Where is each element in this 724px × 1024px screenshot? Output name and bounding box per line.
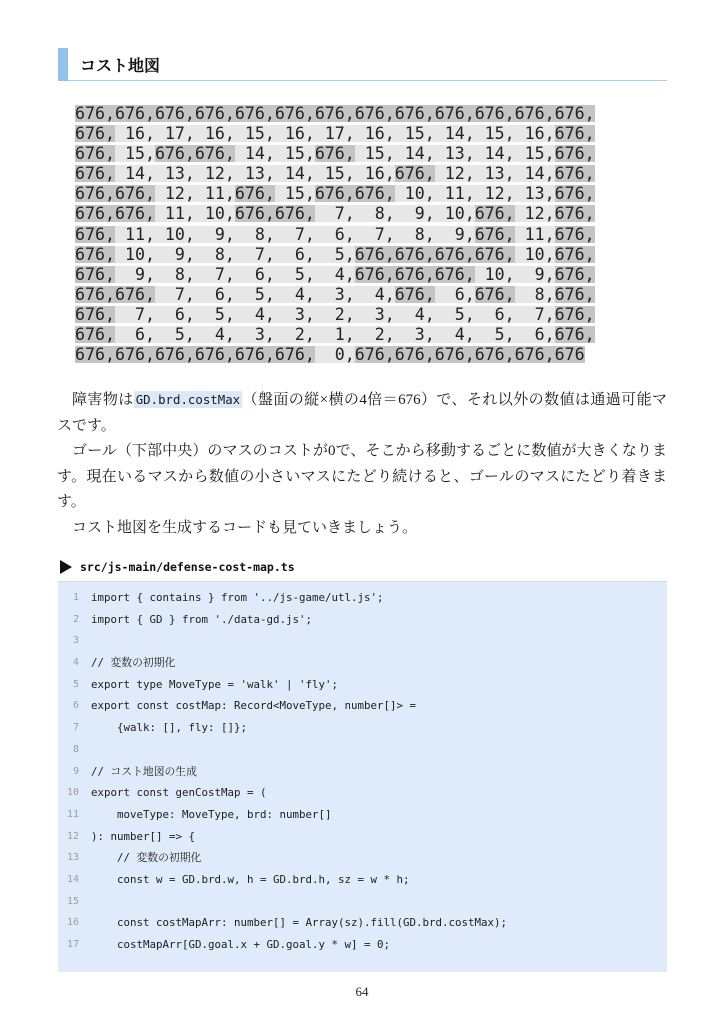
code-line	[58, 630, 667, 652]
code-text: // 変数の初期化	[91, 656, 176, 670]
obstacle-cell: 676,	[154, 345, 195, 365]
obstacle-cell: 676,	[474, 345, 515, 365]
obstacle-cell: 676,	[75, 264, 115, 284]
cost-cell: 13,	[474, 164, 515, 184]
obstacle-cell: 676,	[194, 345, 235, 365]
cost-cell: 5,	[154, 325, 195, 345]
obstacle-cell: 676,	[554, 164, 595, 184]
cost-cell: 0,	[314, 345, 355, 365]
grid-row	[75, 163, 595, 183]
line-number: 14	[66, 873, 79, 885]
paragraph-obstacles	[57, 387, 667, 439]
cost-cell: 10,	[434, 204, 475, 224]
line-number: 13	[66, 852, 79, 864]
cost-cell: 3,	[394, 325, 435, 345]
obstacle-cell: 676,	[554, 325, 595, 345]
cost-cell: 15,	[354, 143, 395, 163]
cost-cell: 14,	[514, 164, 555, 184]
cost-cell: 8,	[154, 264, 195, 284]
obstacle-cell: 676,	[554, 224, 595, 244]
obstacle-cell: 676,	[354, 264, 395, 284]
cost-cell: 11,	[114, 224, 155, 244]
code-text: // コスト地図の生成	[91, 764, 197, 778]
listing-filename: src/js-main/defense-cost-map.ts	[80, 560, 295, 574]
cost-cell: 7,	[234, 244, 275, 264]
paragraph-text: 障害物は	[72, 392, 134, 408]
line-number: 12	[66, 830, 79, 842]
obstacle-cell: 676,	[75, 184, 115, 204]
obstacle-cell: 676,	[75, 244, 115, 264]
obstacle-cell: 676,	[274, 204, 315, 224]
code-line	[58, 847, 667, 869]
grid-row	[75, 204, 595, 224]
heading-underline	[58, 80, 667, 81]
cost-cell: 14,	[394, 143, 435, 163]
paragraph-code-intro: コスト地図を生成するコードも見ていきましょう。	[72, 519, 418, 536]
obstacle-cell: 676,	[75, 143, 115, 163]
obstacle-cell: 676,	[554, 123, 595, 143]
cost-cell: 17,	[154, 123, 195, 143]
cost-cell: 14,	[434, 123, 475, 143]
code-text: export type MoveType = 'walk' | 'fly';	[91, 677, 339, 691]
line-number: 1	[72, 592, 79, 603]
body-text	[57, 387, 667, 542]
cost-cell: 10,	[514, 244, 555, 264]
code-line	[58, 609, 667, 631]
obstacle-cell: 676,	[554, 103, 595, 123]
obstacle-cell: 676,	[114, 103, 155, 123]
paragraph-text: （盤面の縦×横の4倍＝676）で、それ以外の数値は通過可能マスです。	[57, 392, 667, 434]
cost-cell: 9,	[194, 224, 235, 244]
grid-row	[75, 284, 595, 304]
code-line	[58, 934, 667, 956]
obstacle-cell: 676,	[75, 305, 115, 325]
cost-cell: 3,	[274, 305, 315, 325]
cost-cell: 5,	[474, 325, 515, 345]
cost-cell: 12,	[474, 184, 515, 204]
cost-cell: 16,	[194, 123, 235, 143]
grid-row	[75, 224, 595, 244]
code-line	[58, 739, 667, 761]
cost-cell: 11,	[194, 184, 235, 204]
cost-cell: 16,	[514, 123, 555, 143]
cost-cell: 4,	[274, 284, 315, 304]
obstacle-cell: 676,	[75, 224, 115, 244]
obstacle-cell: 676,	[434, 103, 475, 123]
grid-row	[75, 264, 595, 284]
cost-cell: 2,	[354, 325, 395, 345]
grid-row	[75, 244, 595, 264]
cost-cell: 5,	[194, 305, 235, 325]
cost-cell: 8,	[394, 224, 435, 244]
grid-row	[75, 184, 595, 204]
line-number: 4	[72, 657, 79, 669]
code-text: moveType: MoveType, brd: number[]	[91, 807, 332, 821]
cost-cell: 7,	[154, 284, 195, 304]
obstacle-cell: 676,	[554, 143, 595, 163]
cost-cell: 6,	[234, 264, 275, 284]
cost-cell: 11,	[434, 184, 475, 204]
cost-cell: 8,	[354, 204, 395, 224]
obstacle-cell: 676,	[434, 264, 475, 284]
grid-row	[75, 143, 595, 163]
cost-cell: 11,	[154, 204, 195, 224]
code-lines	[58, 587, 667, 956]
grid-row	[75, 123, 595, 143]
cost-cell: 9,	[154, 244, 195, 264]
cost-cell: 10,	[394, 184, 435, 204]
cost-cell: 8,	[194, 244, 235, 264]
obstacle-cell: 676,	[354, 244, 395, 264]
cost-cell: 7,	[354, 224, 395, 244]
line-number: 7	[72, 722, 79, 734]
obstacle-cell: 676,	[394, 103, 435, 123]
cost-cell: 9,	[514, 264, 555, 284]
code-text: const w = GD.brd.w, h = GD.brd.h, sz = w * h;	[91, 872, 410, 886]
paragraph-goal: ゴール（下部中央）のマスのコストが0で、そこから移動するごとに数値が大きくなります。現在いるマスから数値の小さいマスにたどり続けると、ゴールのマスにたどり着きます。	[57, 443, 667, 511]
grid-row	[75, 305, 595, 325]
obstacle-cell: 676,	[554, 305, 595, 325]
code-text: import { contains } from '../js-game/utl.js';	[91, 591, 384, 604]
obstacle-cell: 676,	[75, 325, 115, 345]
obstacle-cell: 676,	[474, 244, 515, 264]
cost-cell: 4,	[234, 305, 275, 325]
cost-cell: 16,	[114, 123, 155, 143]
obstacle-cell: 676,	[114, 284, 155, 304]
obstacle-cell: 676,	[114, 184, 155, 204]
code-text: const costMapArr: number[] = Array(sz).fill(GD.brd.costMax);	[91, 916, 508, 930]
cost-cell: 7,	[274, 224, 315, 244]
grid-row	[75, 345, 595, 365]
cost-cell: 4,	[194, 325, 235, 345]
obstacle-cell: 676,	[354, 345, 395, 365]
obstacle-cell: 676,	[314, 143, 355, 163]
obstacle-cell: 676,	[75, 204, 115, 224]
code-line	[58, 717, 667, 739]
cost-cell: 14,	[114, 164, 155, 184]
cost-cell: 14,	[474, 143, 515, 163]
cost-cell: 4,	[434, 325, 475, 345]
code-line	[58, 891, 667, 913]
cost-cell: 15,	[314, 164, 355, 184]
obstacle-cell: 676,	[75, 123, 115, 143]
play-triangle-icon	[60, 560, 72, 574]
cost-cell: 8,	[234, 224, 275, 244]
cost-cell: 3,	[314, 284, 355, 304]
cost-cell: 10,	[194, 204, 235, 224]
cost-cell: 10,	[154, 224, 195, 244]
obstacle-cell: 676,	[514, 345, 555, 365]
cost-cell: 5,	[274, 264, 315, 284]
cost-cell: 6,	[194, 284, 235, 304]
obstacle-cell: 676,	[75, 284, 115, 304]
code-line	[58, 804, 667, 826]
cost-cell: 6,	[514, 325, 555, 345]
line-number: 3	[72, 635, 79, 647]
code-text: costMapArr[GD.goal.x + GD.goal.y * w] = 0;	[91, 938, 391, 951]
line-number: 10	[66, 787, 79, 799]
obstacle-cell: 676	[554, 345, 585, 365]
code-line	[58, 826, 667, 848]
cost-cell: 6,	[114, 325, 155, 345]
obstacle-cell: 676,	[474, 103, 515, 123]
cost-cell: 12,	[194, 164, 235, 184]
obstacle-cell: 676,	[274, 345, 315, 365]
cost-cell: 14,	[234, 143, 275, 163]
cost-cell: 15,	[474, 123, 515, 143]
code-listing	[58, 581, 667, 972]
cost-cell: 6,	[154, 305, 195, 325]
cost-cell: 1,	[314, 325, 355, 345]
obstacle-cell: 676,	[474, 224, 515, 244]
obstacle-cell: 676,	[75, 345, 115, 365]
obstacle-cell: 676,	[354, 103, 395, 123]
obstacle-cell: 676,	[234, 184, 275, 204]
line-number: 6	[72, 700, 79, 712]
cost-cell: 15,	[234, 123, 275, 143]
grid-row	[75, 103, 595, 123]
line-number: 5	[72, 678, 79, 690]
obstacle-cell: 676,	[234, 345, 275, 365]
cost-cell: 3,	[234, 325, 275, 345]
obstacle-cell: 676,	[314, 184, 355, 204]
cost-cell: 8,	[514, 284, 555, 304]
cost-cell: 12,	[514, 204, 555, 224]
cost-cell: 3,	[354, 305, 395, 325]
cost-cell: 13,	[154, 164, 195, 184]
obstacle-cell: 676,	[394, 164, 435, 184]
obstacle-cell: 676,	[554, 184, 595, 204]
code-line	[58, 652, 667, 674]
obstacle-cell: 676,	[154, 103, 195, 123]
cost-cell: 4,	[314, 264, 355, 284]
line-number: 16	[66, 917, 79, 929]
line-number: 2	[72, 613, 79, 625]
line-number: 9	[72, 765, 79, 777]
obstacle-cell: 676,	[234, 103, 275, 123]
obstacle-cell: 676,	[394, 244, 435, 264]
cost-cell: 6,	[274, 244, 315, 264]
line-number: 15	[66, 895, 79, 907]
code-line	[58, 761, 667, 783]
obstacle-cell: 676,	[234, 204, 275, 224]
cost-cell: 13,	[514, 184, 555, 204]
cost-cell: 11,	[514, 224, 555, 244]
obstacle-cell: 676,	[434, 244, 475, 264]
obstacle-cell: 676,	[114, 345, 155, 365]
obstacle-cell: 676,	[394, 345, 435, 365]
cost-cell: 10,	[114, 244, 155, 264]
cost-cell: 13,	[434, 143, 475, 163]
obstacle-cell: 676,	[75, 103, 115, 123]
obstacle-cell: 676,	[394, 264, 435, 284]
line-number: 8	[72, 743, 79, 755]
cost-cell: 15,	[114, 143, 155, 163]
cost-cell: 16,	[354, 164, 395, 184]
code-text: {walk: [], fly: []};	[91, 721, 248, 735]
obstacle-cell: 676,	[554, 244, 595, 264]
cost-cell: 16,	[274, 123, 315, 143]
cost-cell: 4,	[394, 305, 435, 325]
obstacle-cell: 676,	[394, 284, 435, 304]
cost-cell: 4,	[354, 284, 395, 304]
cost-cell: 7,	[114, 305, 155, 325]
cost-cell: 15,	[394, 123, 435, 143]
cost-cell: 7,	[194, 264, 235, 284]
cost-cell: 5,	[234, 284, 275, 304]
cost-cell: 16,	[354, 123, 395, 143]
inline-code: GD.brd.costMax	[135, 392, 241, 407]
obstacle-cell: 676,	[314, 103, 355, 123]
cost-cell: 14,	[274, 164, 315, 184]
grid-row	[75, 325, 595, 345]
code-line	[58, 869, 667, 891]
code-line	[58, 587, 667, 609]
cost-cell: 2,	[314, 305, 355, 325]
cost-cell: 15,	[274, 184, 315, 204]
cost-cell: 6,	[314, 224, 355, 244]
obstacle-cell: 676,	[354, 184, 395, 204]
cost-cell: 2,	[274, 325, 315, 345]
cost-cell: 15,	[274, 143, 315, 163]
code-text: export const costMap: Record<MoveType, number[]> =	[91, 699, 417, 713]
code-text: import { GD } from './data-gd.js';	[91, 612, 313, 626]
obstacle-cell: 676,	[274, 103, 315, 123]
cost-cell: 15,	[514, 143, 555, 163]
obstacle-cell: 676,	[154, 143, 195, 163]
cost-cell: 5,	[314, 244, 355, 264]
listing-caption	[60, 558, 295, 576]
cost-cell: 12,	[154, 184, 195, 204]
line-number: 11	[66, 808, 79, 820]
section-title: コスト地図	[80, 58, 161, 75]
cost-cell: 7,	[314, 204, 355, 224]
obstacle-cell: 676,	[514, 103, 555, 123]
code-text: export const genCostMap = (	[91, 786, 267, 800]
page-number: 64	[355, 984, 369, 999]
cost-cell: 9,	[114, 264, 155, 284]
code-line	[58, 674, 667, 696]
code-line	[58, 912, 667, 934]
obstacle-cell: 676,	[194, 103, 235, 123]
line-number: 17	[66, 939, 79, 950]
obstacle-cell: 676,	[194, 143, 235, 163]
cost-cell: 5,	[434, 305, 475, 325]
obstacle-cell: 676,	[554, 284, 595, 304]
code-text: ): number[] => {	[91, 829, 196, 843]
heading-accent-bar	[58, 48, 68, 81]
code-text: // 変数の初期化	[91, 851, 202, 865]
cost-cell: 6,	[474, 305, 515, 325]
cost-cell: 9,	[434, 224, 475, 244]
cost-cell: 10,	[474, 264, 515, 284]
cost-cell: 17,	[314, 123, 355, 143]
code-line	[58, 782, 667, 804]
cost-cell: 7,	[514, 305, 555, 325]
obstacle-cell: 676,	[114, 204, 155, 224]
cost-cell: 9,	[394, 204, 435, 224]
obstacle-cell: 676,	[554, 264, 595, 284]
cost-cell: 6,	[434, 284, 475, 304]
code-line	[58, 695, 667, 717]
cost-cell: 12,	[434, 164, 475, 184]
cost-map-grid	[75, 103, 595, 365]
obstacle-cell: 676,	[474, 284, 515, 304]
cost-cell: 13,	[234, 164, 275, 184]
obstacle-cell: 676,	[474, 204, 515, 224]
obstacle-cell: 676,	[554, 204, 595, 224]
obstacle-cell: 676,	[75, 164, 115, 184]
obstacle-cell: 676,	[434, 345, 475, 365]
